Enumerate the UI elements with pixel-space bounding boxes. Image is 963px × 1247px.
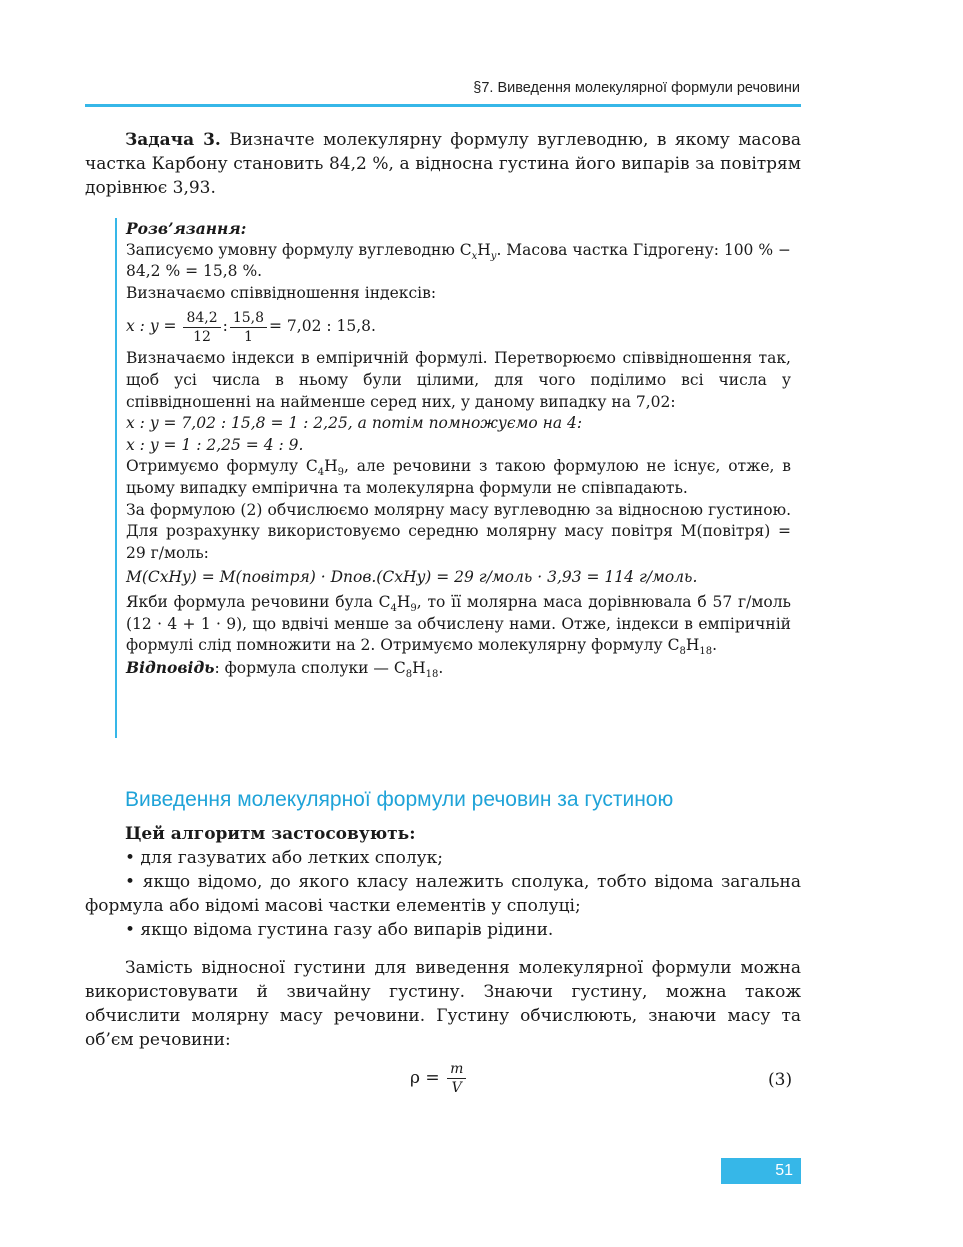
frac1-num: 84,2 <box>183 309 220 328</box>
solution-line-6: Отримуємо формулу $C_4H_9$, але речовини з такою формулою не існує, отже, в цьому випадку емпірична та молекулярна формули не співпадають. <box>126 457 791 497</box>
solution-block <box>126 218 791 679</box>
solution-line-5: x : y = 1 : 2,25 = 4 : 9. <box>126 435 304 454</box>
page-number: 51 <box>775 1162 793 1179</box>
bullet-2-text: • якщо відомо, до якого класу належить сполука, тобто відома загальна формула або відомі масові частки елементів у сполуці; <box>85 872 801 916</box>
lead-text: Цей алгоритм застосовують: <box>125 824 416 844</box>
density-formula <box>410 1060 468 1097</box>
solution-bar <box>115 218 117 738</box>
l6a: Отримуємо формулу C <box>126 457 318 476</box>
solution-heading: Розв’язання: <box>126 219 247 238</box>
answer-h: H <box>412 658 426 677</box>
algorithm-list <box>85 822 801 942</box>
fraction-2 <box>230 309 267 346</box>
bullet-2 <box>85 870 801 918</box>
frac1-den: 12 <box>193 328 211 345</box>
solution-line-1: Записуємо умовну формулу вуглеводню $C_xH_y$. Масова частка Гідрогену: 100 % − 84,2 % = 15,8 %. <box>126 240 791 281</box>
answer-label: Відповідь <box>126 657 215 677</box>
bullet-1-text: • для газуватих або летких сполук; <box>125 848 444 868</box>
formula-number: (3) <box>768 1070 793 1090</box>
density-paragraph <box>85 956 801 1052</box>
molar-mass-equation: M(CxHy) = M(повітря) · Dпов.(CxHy) = 29 г/моль · 3,93 = 114 г/моль. <box>126 568 698 587</box>
answer-line: Відповідь: формула сполуки — $C_8H_{18}$. <box>126 657 444 680</box>
l1a: Записуємо умовну формулу вуглеводню C <box>126 240 472 259</box>
bullet-3 <box>85 918 801 942</box>
running-header: §7. Виведення молекулярної формули речовини <box>473 80 800 96</box>
l8a: Якби формула речовини була C <box>126 592 391 611</box>
ratio-formula: x : y = $\frac{84,2}{12}$ : $\frac{15,8}{1}$ = 7,02 : 15,8. <box>126 309 376 345</box>
solution-line-3: Визначаємо індекси в емпіричній формулі. Перетворюємо співвідношення так, щоб усі числа в ньому були цілими, для чого поділимо всі числа у співвідношенні на найменше серед них, у даному випадку на 7,02: <box>126 349 791 411</box>
density-text: Замість відносної густини для виведення молекулярної формули можна використовувати й звичайну густину. Знаючи густину, можна також обчислити молярну масу речовини. Густину обчислюють, знаючи масу та об’єм речовини: <box>85 958 801 1050</box>
algorithm-lead <box>85 822 801 846</box>
solution-line-7: За формулою (2) обчислюємо молярну масу вуглеводню за відносною густиною. Для розрахунку використовуємо середню молярну масу повітря M(повітря) = 29 г/моль: <box>126 500 791 562</box>
bullet-1 <box>85 846 801 870</box>
l1c: . Масова частка Гідрогену: 100 % − 84,2 % = 15,8 %. <box>126 240 791 281</box>
section-title: Виведення молекулярної формули речовин за густиною <box>125 788 674 811</box>
frac2-num: 15,8 <box>230 309 267 328</box>
answer-text: : формула сполуки — C <box>214 658 406 677</box>
ratio-lhs: x : y = <box>126 317 177 336</box>
header-rule <box>85 104 801 107</box>
ratio-rhs: = 7,02 : 15,8. <box>269 317 376 336</box>
solution-line-8: Якби формула речовини була $C_4H_9$, то її молярна маса дорівнювала б 57 г/моль (12 · 4 + 1 · 9), що вдвічі менше за обчислену нами. Отже, індекси в емпіричній формулі слід помножити на 2. Отримуємо молекулярну формулу $C_8H_{18}$. <box>126 592 791 658</box>
l8c: , то її молярна маса дорівнювала б 57 г/моль (12 · 4 + 1 · 9), що вдвічі менше за обчислену нами. Отже, індекси в емпіричній формулі слід помножити на 2. Отримуємо молекулярну формулу C <box>126 592 791 655</box>
bullet-3-text: • якщо відома густина газу або випарів рідини. <box>125 920 554 940</box>
formula-lhs: ρ = <box>410 1068 440 1088</box>
fraction-1 <box>183 309 220 346</box>
l1b: H <box>477 240 491 259</box>
formula-num: m <box>447 1060 466 1079</box>
l8b: H <box>396 592 411 611</box>
solution-line-2: Визначаємо співвідношення індексів: <box>126 283 437 302</box>
l6b: H <box>324 457 338 476</box>
formula-den: V <box>451 1080 462 1096</box>
answer-end: . <box>438 658 444 677</box>
task-text: Визначте молекулярну формулу вуглеводню, в якому масова частка Карбону становить 84,2 %, а відносна густина його випарів за повітрям дорівнює 3,93. <box>85 130 802 198</box>
task-label: Задача 3. <box>125 130 221 150</box>
formula-fraction <box>447 1060 466 1097</box>
l8e: . <box>712 636 718 655</box>
solution-line-4: x : y = 7,02 : 15,8 = 1 : 2,25, а потім помножуємо на 4: <box>126 414 583 433</box>
l6c: , але речовини з такою формулою не існує, отже, в цьому випадку емпірична та молекулярна формули не співпадають. <box>126 457 791 497</box>
frac2-den: 1 <box>243 328 253 345</box>
task-statement <box>85 128 801 200</box>
page-number-badge <box>721 1158 801 1184</box>
l8d: H <box>685 636 700 655</box>
